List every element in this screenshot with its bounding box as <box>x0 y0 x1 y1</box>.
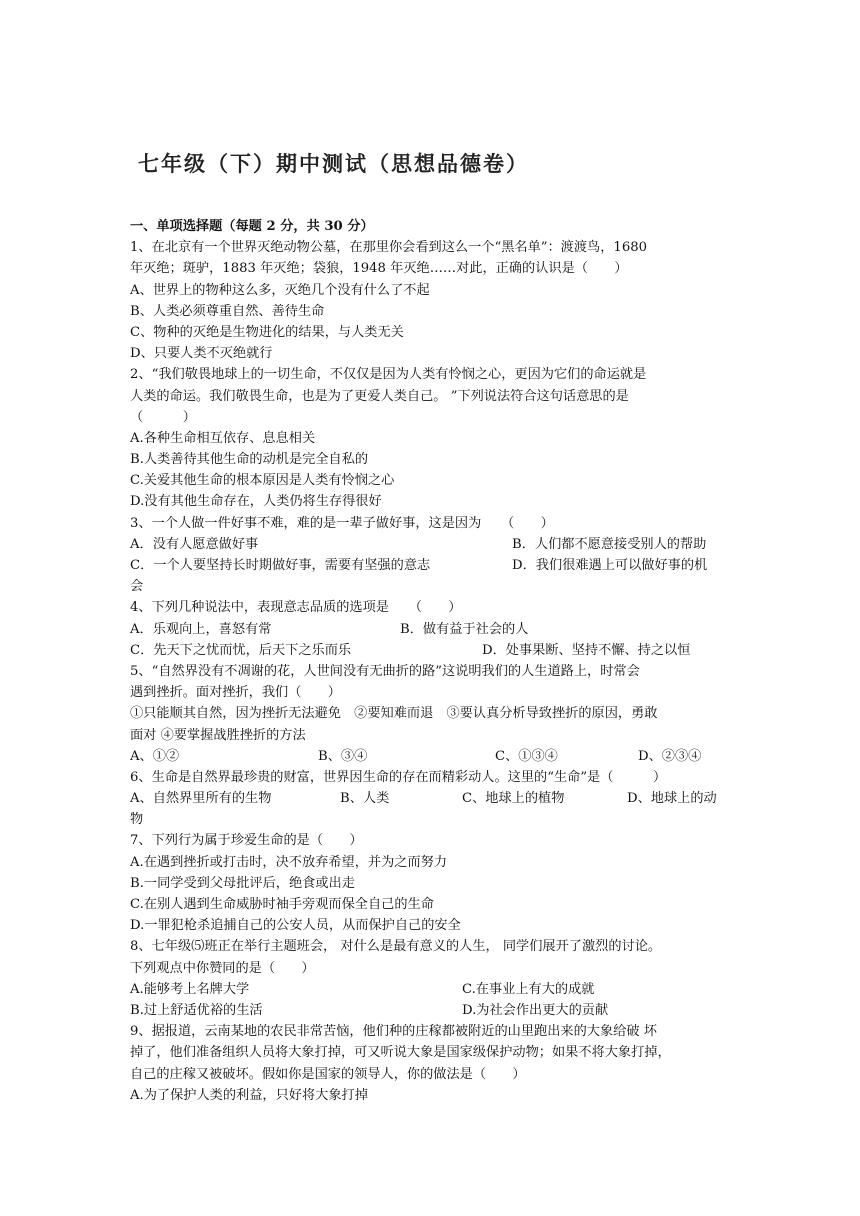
question-4-options-row <box>130 619 735 640</box>
question-8-option-d: D.为社会作出更大的贡献 <box>462 1002 609 1018</box>
question-2-option: D.没有其他生命存在，人类仍将生存得很好 <box>130 494 382 510</box>
question-6-options-row <box>130 788 735 809</box>
question-2-option: A.各种生命相互依存、息息相关 <box>130 430 316 446</box>
question-8-stem-line: 下列观点中你赞同的是（ ） <box>130 960 315 976</box>
question-5-stem-line: 5、“自然界没有不凋谢的花，人世间没有无曲折的路”这说明我们的人生道路上，时常会 <box>130 663 640 679</box>
question-1-option: C、物种的灭绝是生物进化的结果，与人类无关 <box>130 324 404 340</box>
page-title: 七年级（下）期中测试（思想品德卷） <box>138 152 529 176</box>
question-6-option-d: D、地球上的动 <box>627 791 717 807</box>
question-8-options-row <box>130 1000 735 1021</box>
question-5-options-row <box>130 746 735 767</box>
question-6-stem: 6、生命是自然界最珍贵的财富，世界因生命的存在而精彩动人。这里的“生命”是（ ） <box>130 769 667 785</box>
question-8-option-b: B.过上舒适优裕的生活 <box>130 1002 263 1018</box>
question-5-option-c: C、①③④ <box>495 748 558 764</box>
exam-content <box>130 216 735 1106</box>
question-9-stem-line: 9、据报道，云南某地的农民非常苦恼，他们种的庄稼都被附近的山里跑出来的大象给破 坏 <box>130 1024 657 1040</box>
question-2-option: B.人类善待其他生命的动机是完全自私的 <box>130 452 369 468</box>
question-2-stem-line: 2、“我们敬畏地球上的一切生命，不仅仅是因为人类有怜悯之心，更因为它们的命运就是 <box>130 367 647 383</box>
question-7-option: C.在别人遇到生命威胁时袖手旁观而保全自己的生命 <box>130 897 434 912</box>
question-2-stem-line: 人类的命运。我们敬畏生命，也是为了更爱人类自己。 ”下列说法符合这句话意思的是 <box>130 388 629 404</box>
question-6-option-b: B、人类 <box>340 791 390 807</box>
question-7-stem: 7、下列行为属于珍爱生命的是（ ） <box>130 833 363 849</box>
question-5-option-b: B、③④ <box>318 748 368 764</box>
question-3-option-c: C．一个人要坚持长时期做好事，需要有坚强的意志 <box>130 558 431 573</box>
question-3-option-b: B．人们都不愿意接受别人的帮助 <box>512 536 707 552</box>
question-4-option-b: B．做有益于社会的人 <box>400 621 529 637</box>
question-7-option: A.在遇到挫折或打击时，决不放弃希望，并为之而努力 <box>130 854 448 870</box>
question-1-option: D、只要人类不灭绝就行 <box>130 346 273 362</box>
question-4-options-row <box>130 640 735 661</box>
question-4-option-a: A．乐观向上，喜怒有常 <box>130 621 272 637</box>
question-3-option-a: A．没有人愿意做好事 <box>130 536 259 552</box>
question-5-option-d: D、②③④ <box>638 748 702 764</box>
question-6-option-a: A、自然界里所有的生物 <box>130 791 272 807</box>
question-5-stem-line: 面对 ④要掌握战胜挫折的方法 <box>130 727 306 743</box>
question-6-option-d-continued: 物 <box>130 812 144 828</box>
question-3-stem: 3、一个人做一件好事不难，难的是一辈子做好事，这是因为 （ ） <box>130 515 554 531</box>
question-1-stem-line: 1、在北京有一个世界灭绝动物公墓，在那里你会看到这么一个“黑名单”：渡渡鸟，1680 <box>130 240 647 256</box>
question-4-option-d: D．处事果断、坚持不懈、持之以恒 <box>482 642 691 658</box>
question-2-option: C.关爱其他生命的根本原因是人类有怜悯之心 <box>130 473 395 489</box>
section-heading: 一、单项选择题（每题 2 分，共 30 分） <box>130 219 374 234</box>
question-1-option: A、世界上的物种这么多，灭绝几个没有什么了不起 <box>130 282 430 298</box>
question-1-option: B、人类必须尊重自然、善待生命 <box>130 303 325 319</box>
question-6-option-c: C、地球上的植物 <box>462 791 565 807</box>
question-8-option-c: C.在事业上有大的成就 <box>462 981 595 997</box>
question-3-options-row <box>130 534 735 555</box>
question-3-options-row <box>130 555 735 576</box>
question-8-stem-line: 8、七年级⑸班正在举行主题班会， 对什么是最有意义的人生， 同学们展开了激烈的讨论。 <box>130 939 662 955</box>
question-5-stem-line: ①只能顺其自然，因为挫折无法避免 ②要知难而退 ③要认真分析导致挫折的原因，勇敢 <box>130 706 658 722</box>
question-2-stem-line: （ ） <box>130 409 196 425</box>
question-8-options-row <box>130 979 735 1000</box>
question-9-stem-line: 自己的庄稼又被破坏。假如你是国家的领导人，你的做法是（ ） <box>130 1066 526 1082</box>
question-1-stem-line: 年灭绝；斑驴，1883 年灭绝；袋狼，1948 年灭绝……对此，正确的认识是（ ） <box>130 261 628 277</box>
question-3-option-d: D．我们很难遇上可以做好事的机 <box>512 558 708 573</box>
question-5-option-a: A、①② <box>130 748 180 764</box>
question-9-stem-line: 掉了，他们准备组织人员将大象打掉，可又听说大象是国家级保护动物；如果不将大象打掉， <box>130 1045 671 1061</box>
question-3-option-d-continued: 会 <box>130 579 144 595</box>
question-7-option: B.一同学受到父母批评后，绝食或出走 <box>130 875 355 891</box>
question-4-stem: 4、下列几种说法中，表现意志品质的选项是 （ ） <box>130 600 462 616</box>
question-8-option-a: A.能够考上名牌大学 <box>130 981 250 997</box>
question-7-option: D.一罪犯枪杀追捕自己的公安人员，从而保护自己的安全 <box>130 918 461 934</box>
question-9-option: A.为了保护人类的利益，只好将大象打掉 <box>130 1087 368 1103</box>
question-5-stem-line: 遇到挫折。面对挫折，我们（ ） <box>130 685 341 701</box>
question-4-option-c: C．先天下之忧而忧，后天下之乐而乐 <box>130 642 352 658</box>
